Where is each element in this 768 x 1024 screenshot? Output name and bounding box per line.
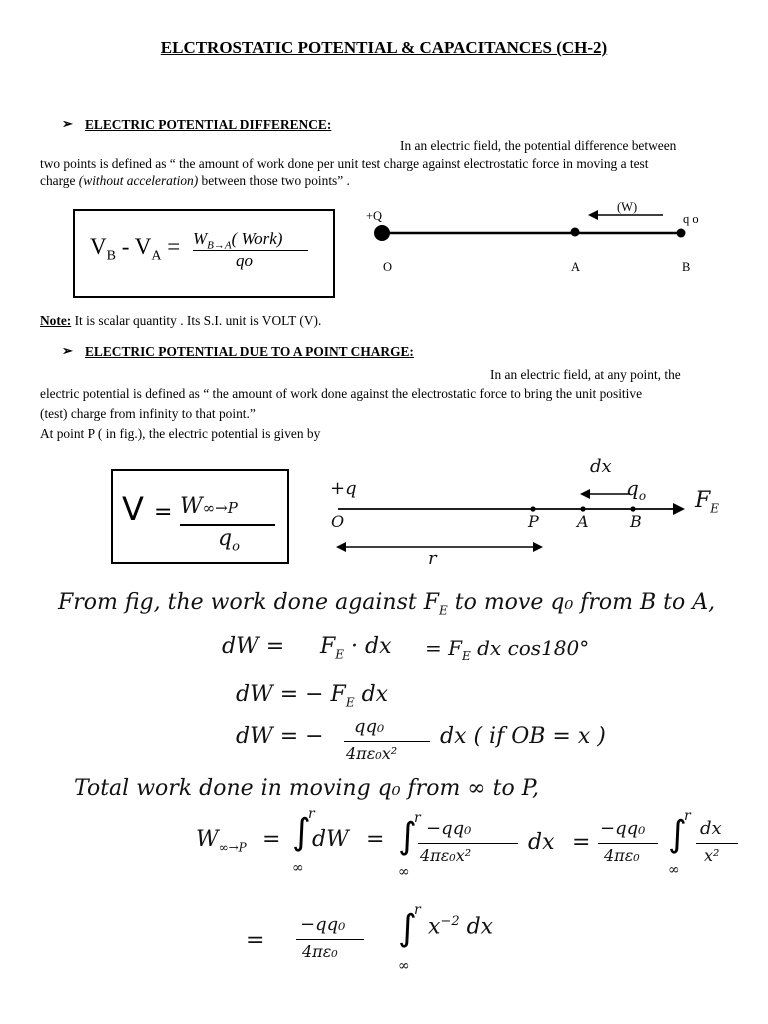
derivation-line-7-den: 4πε₀: [302, 942, 338, 961]
potential-difference-formula-lhs: $V_B - V_A$ =: [90, 234, 181, 264]
integral-upper-limit: r: [684, 808, 691, 824]
paragraph-line: In an electric field, the potential difference between: [400, 138, 677, 153]
derivation-line-2-rhs: = $F_E$ dx cos180°: [425, 636, 590, 663]
point-a-dot: [571, 228, 580, 237]
paragraph-line: electric potential is defined as “ the amount of work done against the electrostatic force to bring the unit positive: [40, 386, 643, 401]
fraction-bar: [344, 741, 430, 742]
paragraph-line: charge (without acceleration) between those two points” .: [40, 173, 350, 188]
integral-upper-limit: r: [308, 806, 315, 822]
label-work: (W): [617, 200, 638, 214]
integral-sign-icon: ∫: [292, 812, 311, 853]
formula-equals: =: [154, 500, 173, 525]
equals-sign: =: [366, 827, 385, 852]
derivation-line-7-integrand: $x^{-2}$ dx: [428, 914, 494, 940]
section-heading-potential-difference: ELECTRIC POTENTIAL DIFFERENCE:: [85, 117, 332, 132]
derivation-line-6-den2: 4πε₀: [604, 846, 640, 865]
section-heading-point-charge: ELECTRIC POTENTIAL DUE TO A POINT CHARGE:: [85, 344, 414, 359]
derivation-line-4-num: qq₀: [354, 716, 385, 737]
integral-lower-limit: ∞: [398, 958, 410, 974]
bullet-icon: ➢: [62, 343, 73, 358]
work-arrowhead: [588, 210, 598, 220]
charge-line-figure: [360, 195, 700, 285]
integral-upper-limit: r: [414, 810, 421, 826]
integral-sign-icon: ∫: [398, 816, 417, 857]
point-a-dot: [580, 506, 585, 511]
paragraph-line: In an electric field, at any point, the: [490, 367, 681, 382]
integral-lower-limit: ∞: [668, 862, 680, 878]
derivation-line-7-num: −qq₀: [300, 914, 346, 935]
equals-sign: =: [246, 928, 265, 953]
label-r: r: [428, 548, 437, 569]
label-point-b: B: [682, 260, 691, 274]
note-line: Note: It is scalar quantity . Its S.I. unit is VOLT (V).: [40, 313, 322, 328]
label-source-charge: +q: [330, 478, 357, 499]
integral-sign-icon: ∫: [668, 814, 687, 855]
formula-numerator: W∞→P: [180, 494, 238, 519]
derivation-line-4-lhs: dW = −: [236, 724, 324, 749]
derivation-line-2-dot: $F_E$ · dx: [320, 634, 392, 662]
paragraph-line: At point P ( in fig.), the electric potential is given by: [40, 426, 321, 441]
derivation-line-4-den: 4πε₀x²: [346, 744, 398, 763]
fraction-bar: [598, 843, 658, 844]
label-q0: $q_o$: [626, 476, 647, 503]
derivation-line-6-num: −qq₀: [426, 818, 472, 839]
label-point-o: O: [331, 512, 345, 531]
point-b-dot: [677, 229, 686, 238]
axis-arrowhead: [673, 503, 685, 515]
equals-sign: =: [262, 827, 281, 852]
fraction-bar: [418, 843, 518, 844]
integral-lower-limit: ∞: [292, 860, 304, 876]
formula-v: V: [122, 490, 144, 528]
label-dx: dx: [590, 456, 612, 477]
label-point-p: P: [528, 512, 539, 531]
derivation-line-1: From fig, the work done against $F_E$ to move q₀ from B to A,: [58, 590, 716, 618]
derivation-line-6-dx: dx: [528, 830, 555, 855]
fraction-bar: [296, 939, 364, 940]
label-point-b: B: [630, 512, 642, 531]
derivation-line-6-den3: x²: [704, 846, 720, 865]
formula-denominator: qo: [236, 251, 253, 270]
point-p-dot: [530, 506, 535, 511]
derivation-line-6-num2: −qq₀: [600, 818, 646, 839]
label-point-o: O: [383, 260, 393, 274]
integral-lower-limit: ∞: [398, 864, 410, 880]
fraction-bar: [696, 843, 738, 844]
derivation-line-6-dw: dW: [312, 827, 349, 852]
equals-sign: =: [572, 830, 591, 855]
source-charge-dot: [374, 225, 390, 241]
derivation-line-3: dW = − $F_E$ dx: [236, 682, 389, 710]
derivation-line-2-lhs: dW =: [222, 634, 285, 659]
bullet-icon: ➢: [62, 116, 73, 131]
page-title: ELCTROSTATIC POTENTIAL & CAPACITANCES (CH-2): [160, 38, 608, 57]
derivation-line-4-rest: dx ( if OB = x ): [440, 724, 606, 749]
paragraph-line: two points is defined as “ the amount of work done per unit test charge against electrostatic force in moving a test: [40, 156, 649, 171]
label-source-charge: +Q: [366, 209, 383, 223]
derivation-line-6-lhs: $W_{\infty\to P}$: [196, 827, 247, 855]
label-test-charge: q o: [683, 212, 699, 226]
derivation-line-5: Total work done in moving q₀ from ∞ to P,: [74, 776, 540, 801]
point-charge-figure: [330, 500, 730, 570]
label-force: $F_E$: [695, 488, 720, 516]
integral-sign-icon: ∫: [398, 908, 417, 949]
derivation-line-6-num3: dx: [700, 818, 722, 839]
integral-upper-limit: r: [414, 902, 421, 918]
derivation-line-6-den: 4πε₀x²: [420, 846, 472, 865]
label-point-a: A: [577, 512, 589, 531]
paragraph-line: (test) charge from infinity to that point.”: [40, 406, 256, 421]
point-b-dot: [630, 506, 635, 511]
formula-numerator: $W_{B\to A}$( Work): [193, 229, 283, 252]
label-point-a: A: [571, 260, 581, 274]
formula-denominator: $q_o$: [218, 526, 240, 555]
